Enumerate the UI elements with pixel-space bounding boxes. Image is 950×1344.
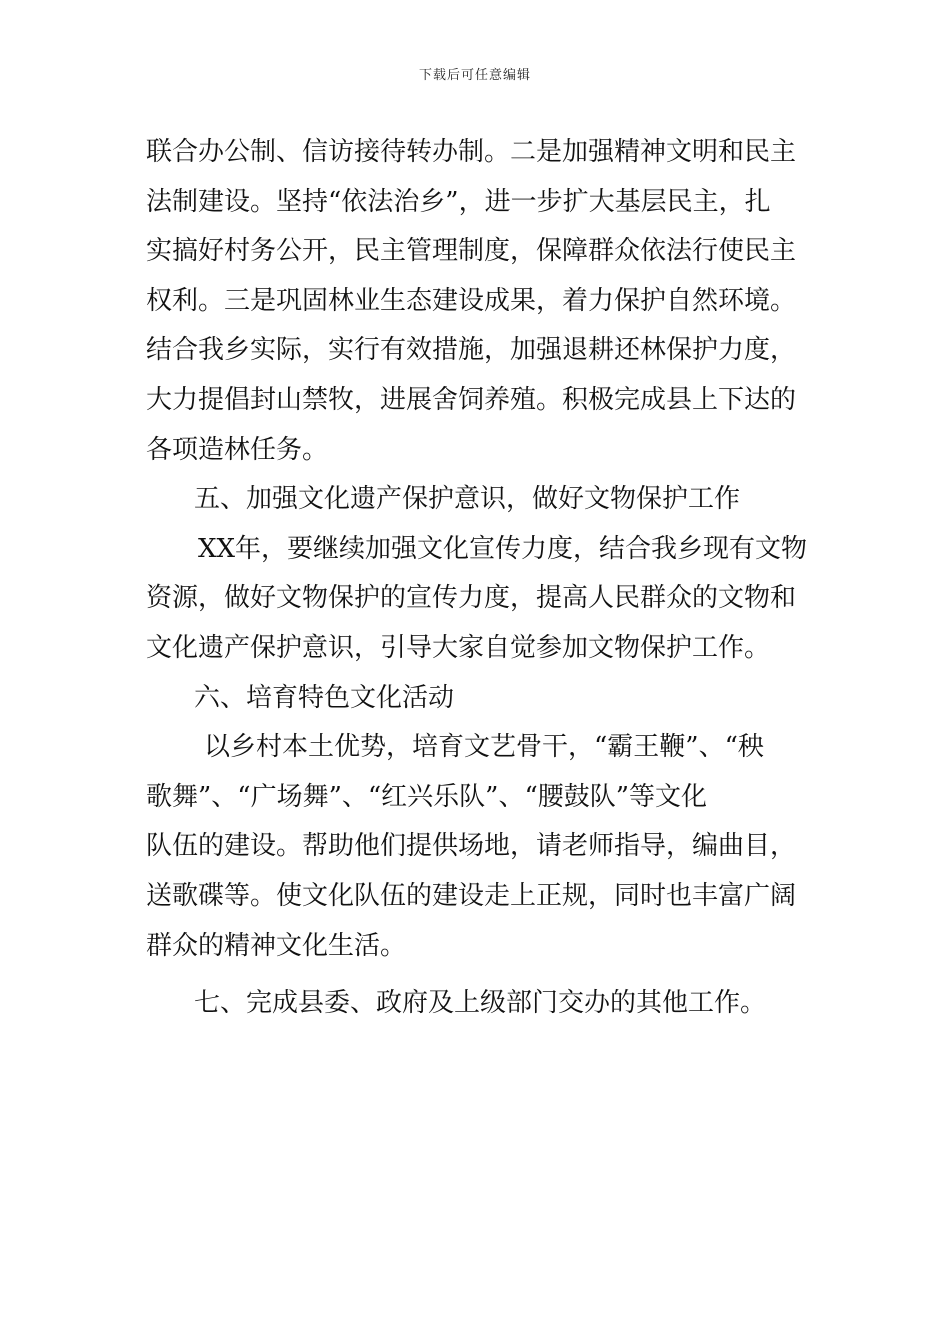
document-body xyxy=(146,128,806,1029)
text-line: 联合办公制、信访接待转办制。二是加强精神文明和民主 xyxy=(146,137,797,167)
text-line: 法制建设。坚持“依法治乡”，进一步扩大基层民主，扎 xyxy=(146,186,771,217)
text-line: 队伍的建设。帮助他们提供场地，请老师指导，编曲目， xyxy=(146,831,797,862)
text-line: 歌舞”、“广场舞”、“红兴乐队”、“腰鼓队”等文化 xyxy=(146,781,708,812)
text-line: XX年，要继续加强文化宣传力度，结合我乡现有文物 xyxy=(198,533,808,564)
page-header-note: 下载后可任意编辑 xyxy=(418,68,531,83)
text-line: 各项造林任务。 xyxy=(146,434,329,465)
text-line: 结合我乡实际，实行有效措施，加强退耕还林保护力度， xyxy=(146,335,797,366)
text-line: 实搞好村务公开，民主管理制度，保障群众依法行使民主 xyxy=(146,236,797,267)
text-line: 大力提倡封山禁牧，进展舍饲养殖。积极完成县上下达的 xyxy=(146,384,797,415)
section-heading: 七、完成县委、政府及上级部门交办的其他工作。 xyxy=(194,988,767,1019)
section-heading: 六、培育特色文化活动 xyxy=(194,682,455,713)
text-line: 权利。三是巩固林业生态建设成果，着力保护自然环境。 xyxy=(146,285,797,316)
text-line: 文化遗产保护意识，引导大家自觉参加文物保护工作。 xyxy=(146,632,771,663)
paragraph-gap xyxy=(146,971,806,979)
text-line: 送歌碟等。使文化队伍的建设走上正规，同时也丰富广阔 xyxy=(146,880,797,911)
text-line: 资源，做好文物保护的宣传力度，提高人民群众的文物和 xyxy=(146,583,797,614)
text-line: 群众的精神文化生活。 xyxy=(146,930,407,961)
text-line: 以乡村本土优势，培育文艺骨干，“霸王鞭”、“秧 xyxy=(204,732,764,763)
section-heading: 五、加强文化遗产保护意识，做好文物保护工作 xyxy=(194,484,741,515)
